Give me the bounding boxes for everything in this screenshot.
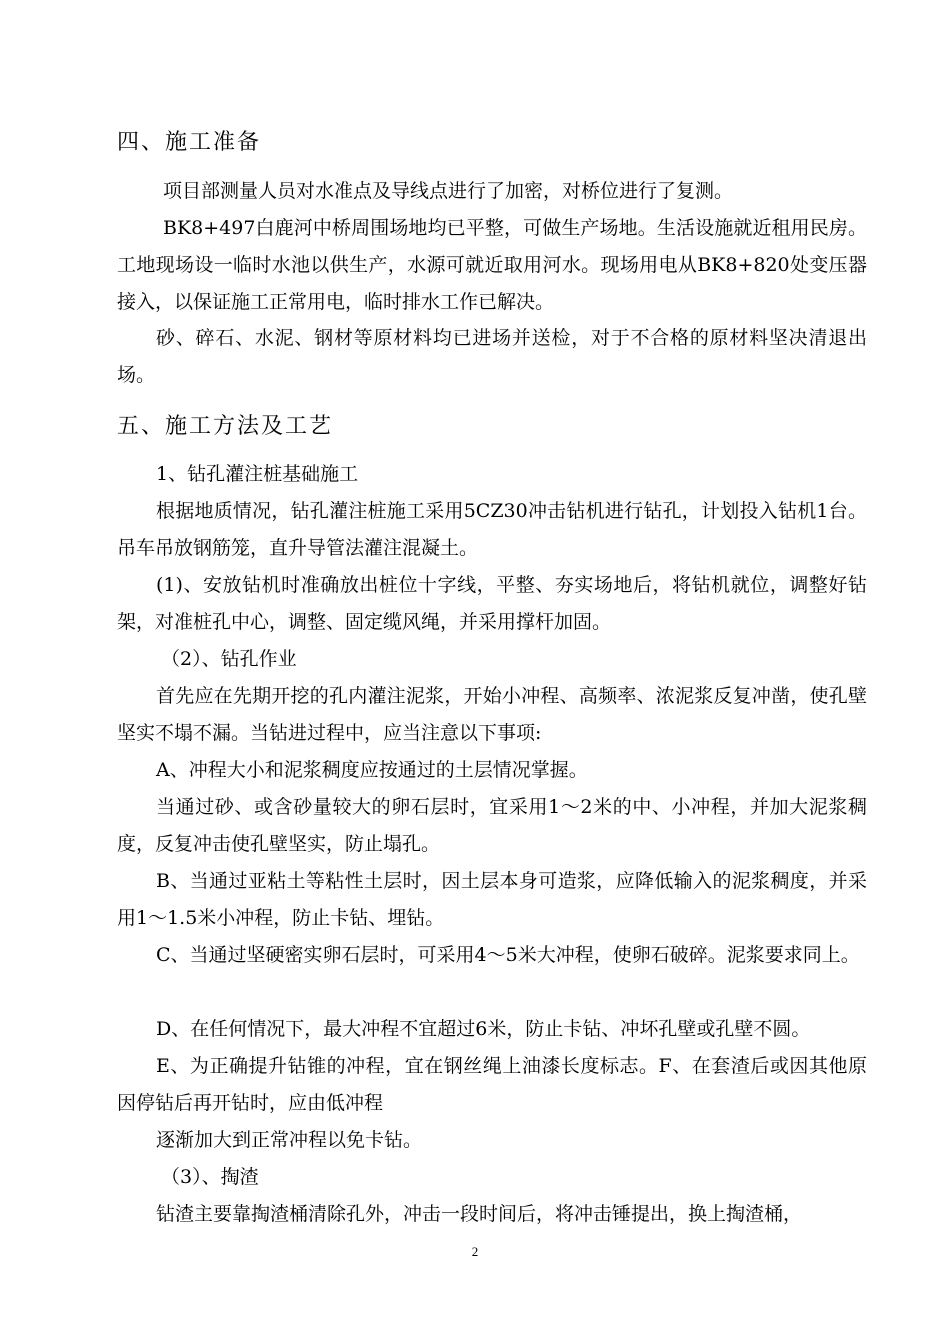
subheading-drilling: （2）、钻孔作业 xyxy=(161,648,297,670)
paragraph-step-1: (1)、安放钻机时准确放出桩位十字线，平整、夯实场地后，将钻机就位，调整好钻架，对准桩孔中心，调整、固定缆风绳，并采用撑杆加固。 xyxy=(117,574,867,633)
paragraph-item-d: D、在任何情况下，最大冲程不宜超过6米，防止卡钻、冲坏孔壁或孔壁不圆。 xyxy=(156,1018,811,1040)
paragraph-item-a: A、冲程大小和泥浆稠度应按通过的土层情况掌握。 xyxy=(156,759,588,781)
paragraph-survey: 项目部测量人员对水准点及导线点进行了加密，对桥位进行了复测。 xyxy=(163,180,734,202)
paragraph-slag-removal: 钻渣主要靠掏渣桶清除孔外，冲击一段时间后，将冲击锤提出，换上掏渣桶， xyxy=(156,1203,803,1225)
paragraph-continue: 逐渐加大到正常冲程以免卡钻。 xyxy=(156,1129,423,1151)
paragraph-item-e-f: E、为正确提升钻锥的冲程，宜在钢丝绳上油漆长度标志。F、在套渣后或因其他原因停钻后再开钻时，应由低冲程 xyxy=(117,1055,867,1114)
paragraph-item-b: B、当通过亚粘土等粘性土层时，因土层本身可造浆，应降低输入的泥浆稠度，并采用1～1.5米小冲程，防止卡钻、埋钻。 xyxy=(117,870,867,929)
paragraph-item-c: C、当通过坚硬密实卵石层时，可采用4～5米大冲程，使卵石破碎。泥浆要求同上。 xyxy=(156,944,860,966)
page-number: 2 xyxy=(471,1244,479,1259)
subheading-bored-pile: 1、钻孔灌注桩基础施工 xyxy=(156,463,359,485)
paragraph-site: BK8+497白鹿河中桥周围场地均已平整，可做生产场地。生活设施就近租用民房。工地现场设一临时水池以供生产，水源可就近取用河水。现场用电从BK8+820处变压器接入，以保证施工正常用电，临时排水工作已解决。 xyxy=(117,217,867,313)
section-heading-5: 五、施工方法及工艺 xyxy=(117,414,334,439)
paragraph-drilling: 首先应在先期开挖的孔内灌注泥浆，开始小冲程、高频率、浓泥浆反复冲凿，使孔壁坚实不塌不漏。当钻进过程中，应当注意以下事项: xyxy=(117,685,867,744)
subheading-slag-removal: （3）、掏渣 xyxy=(161,1166,259,1188)
paragraph-sand-layer: 当通过砂、或含砂量较大的卵石层时，宜采用1～2米的中、小冲程，并加大泥浆稠度，反复冲击使孔壁坚实，防止塌孔。 xyxy=(117,796,867,855)
paragraph-geology: 根据地质情况，钻孔灌注桩施工采用5CZ30冲击钻机进行钻孔，计划投入钻机1台。吊车吊放钢筋笼，直升导管法灌注混凝土。 xyxy=(117,500,867,559)
paragraph-materials: 砂、碎石、水泥、钢材等原材料均已进场并送检，对于不合格的原材料坚决清退出场。 xyxy=(117,327,867,386)
section-heading-4: 四、施工准备 xyxy=(117,130,262,155)
